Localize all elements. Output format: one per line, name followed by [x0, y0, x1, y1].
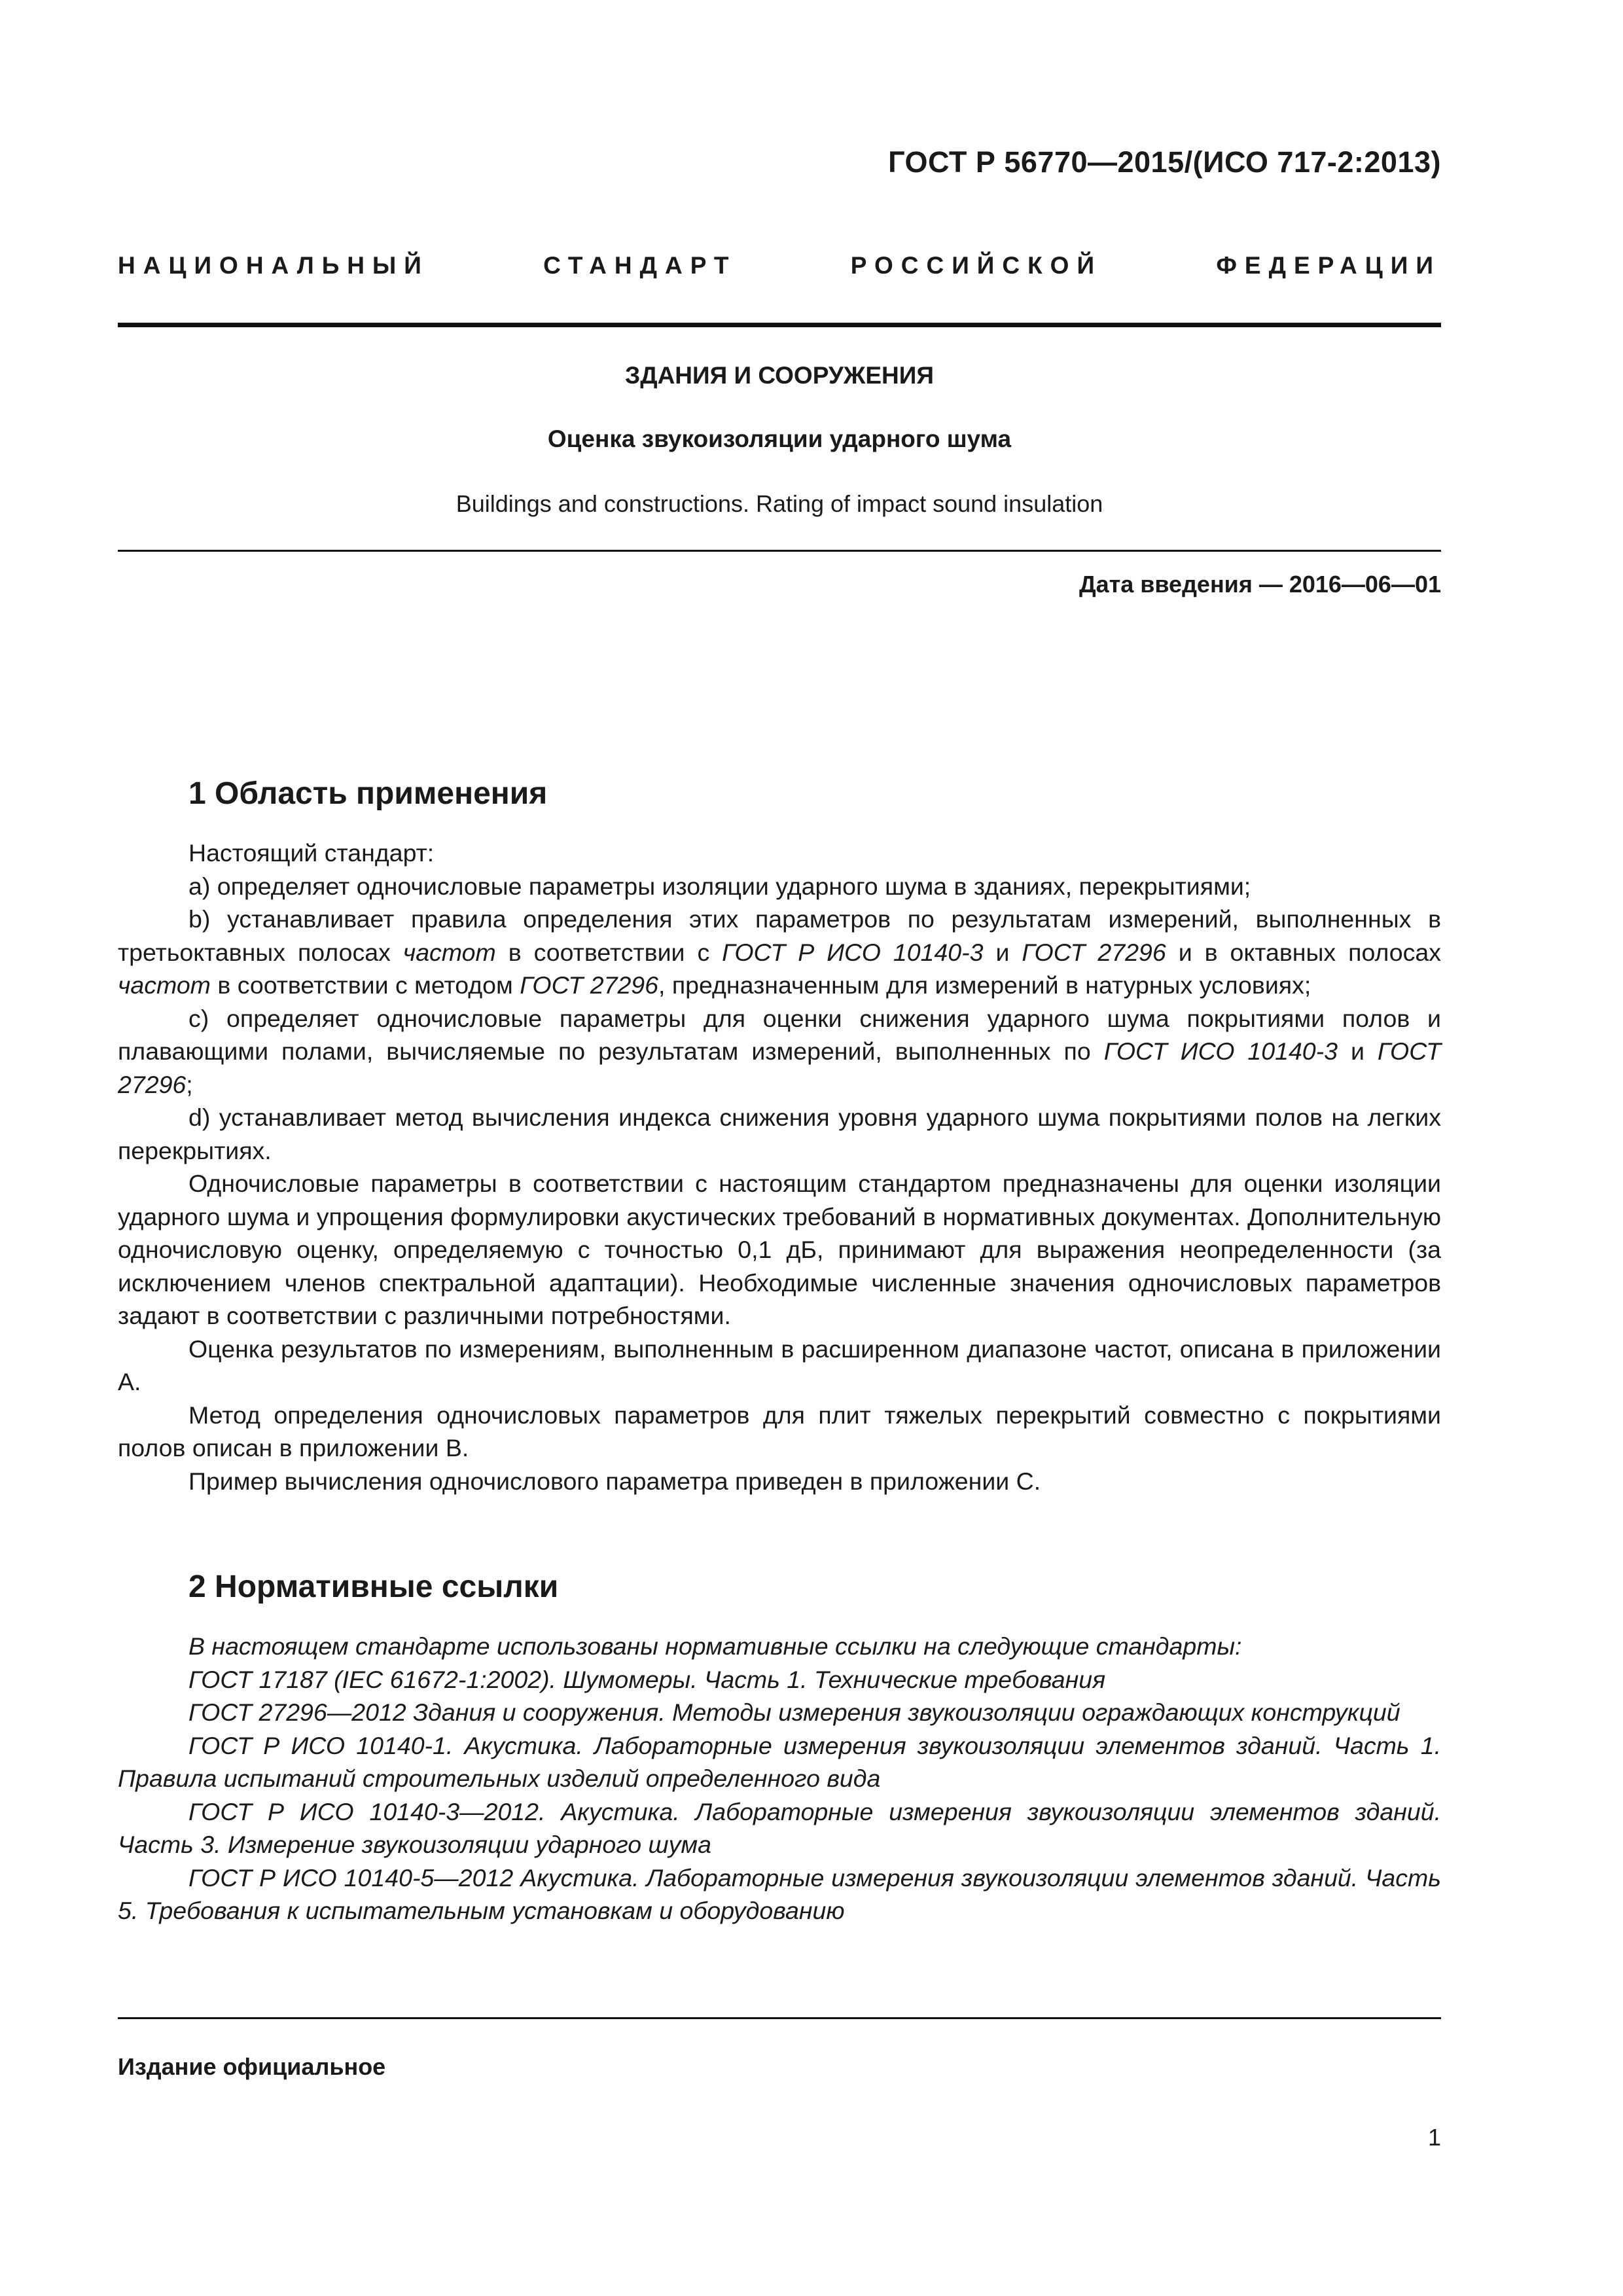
paragraph: Пример вычисления одночислового параметра приведен в приложении С.	[188, 1467, 1041, 1495]
reference-item: ГОСТ Р ИСО 10140-3—2012. Акустика. Лабораторные измерения звукоизоляции элементов зданий. Часть 3. Измерение звукоизоляции ударного шума	[118, 1797, 1441, 1858]
paragraph: b) устанавливает правила определения этих параметров по результатам измерений, выполненных в третьоктавных полосах частот в соответствии с ГОСТ Р ИСО 10140-3 и ГОСТ 27296 и в октавных полосах частот в соответствии с методом ГОСТ 27296, предназначенным для измерений в натурных условиях;	[118, 905, 1441, 999]
standard-reference: ГОСТ ИСО 10140-3	[1103, 1037, 1338, 1065]
reference-item: ГОСТ 17187 (IEC 61672-1:2002). Шумомеры. Часть 1. Технические требования	[188, 1665, 1106, 1693]
standard-reference: ГОСТ 27296	[1022, 938, 1166, 966]
header-divider	[118, 323, 1441, 327]
paragraph: Метод определения одночисловых параметров для плит тяжелых перекрытий совместно с покрытиями полов описан в приложении В.	[118, 1401, 1441, 1462]
section-2-heading: 2 Нормативные ссылки	[188, 1570, 559, 1604]
paragraph: a) определяет одночисловые параметры изоляции ударного шума в зданиях, перекрытиями;	[188, 872, 1251, 900]
paragraph: c) определяет одночисловые параметры для оценки снижения ударного шума покрытиями полов и плавающими полами, вычисляемые по результатам измерений, выполненных по ГОСТ ИСО 10140-3 и ГОСТ 27296;	[118, 1004, 1441, 1098]
italic-term: частот	[118, 971, 211, 999]
paragraph: Одночисловые параметры в соответствии с настоящим стандартом предназначены для оценки изоляции ударного шума и упрощения формулировки акустических требований в нормативных документах. Дополнительную одночисловую оценку, определяемую с точностью 0,1 дБ, принимают для выражения неопределенности (за исключением членов спектральной адаптации). Необходимые численные значения одночисловых параметров задают в соответствии с различными потребностями.	[118, 1170, 1441, 1329]
standard-reference: ГОСТ 27296	[118, 1037, 1441, 1098]
title-en: Buildings and constructions. Rating of impact sound insulation	[455, 490, 1103, 517]
reference-item: ГОСТ 27296—2012 Здания и сооружения. Методы измерения звукоизоляции ограждающих конструкций	[188, 1698, 1400, 1726]
section-2-body	[118, 1630, 1441, 1928]
standard-reference: ГОСТ Р ИСО 10140-3	[722, 938, 984, 966]
paragraph: Оценка результатов по измерениям, выполненным в расширенном диапазоне частот, описана в приложении А.	[118, 1335, 1441, 1395]
reference-intro: В настоящем стандарте использованы нормативные ссылки на следующие стандарты:	[188, 1632, 1242, 1660]
footer-divider	[118, 2017, 1441, 2019]
title-ru-sub: Оценка звукоизоляции ударного шума	[547, 425, 1012, 452]
paragraph: Настоящий стандарт:	[188, 839, 435, 867]
standard-reference: ГОСТ 27296	[520, 971, 659, 999]
reference-item: ГОСТ Р ИСО 10140-1. Акустика. Лабораторные измерения звукоизоляции элементов зданий. Часть 1. Правила испытаний строительных изделий определенного вида	[118, 1731, 1441, 1792]
introduction-date: Дата введения — 2016—06—01	[1079, 571, 1441, 598]
section-1-body	[118, 836, 1441, 1498]
page-number: 1	[1427, 2124, 1441, 2151]
edition-label: Издание официальное	[118, 2053, 386, 2080]
section-1-heading: 1 Область применения	[188, 776, 548, 811]
italic-term: частот	[402, 938, 496, 966]
reference-item: ГОСТ Р ИСО 10140-5—2012 Акустика. Лабораторные измерения звукоизоляции элементов зданий. Часть 5. Требования к испытательным установкам и оборудованию	[118, 1863, 1441, 1924]
title-ru-main: ЗДАНИЯ И СООРУЖЕНИЯ	[625, 362, 934, 389]
paragraph: d) устанавливает метод вычисления индекса снижения уровня ударного шума покрытиями полов на легких перекрытиях.	[118, 1103, 1441, 1164]
national-standard-banner: НАЦИОНАЛЬНЫЙ СТАНДАРТ РОССИЙСКОЙ ФЕДЕРАЦИИ	[118, 252, 1441, 279]
standard-designation: ГОСТ Р 56770—2015/(ИСО 717-2:2013)	[888, 145, 1441, 179]
title-divider	[118, 550, 1441, 552]
